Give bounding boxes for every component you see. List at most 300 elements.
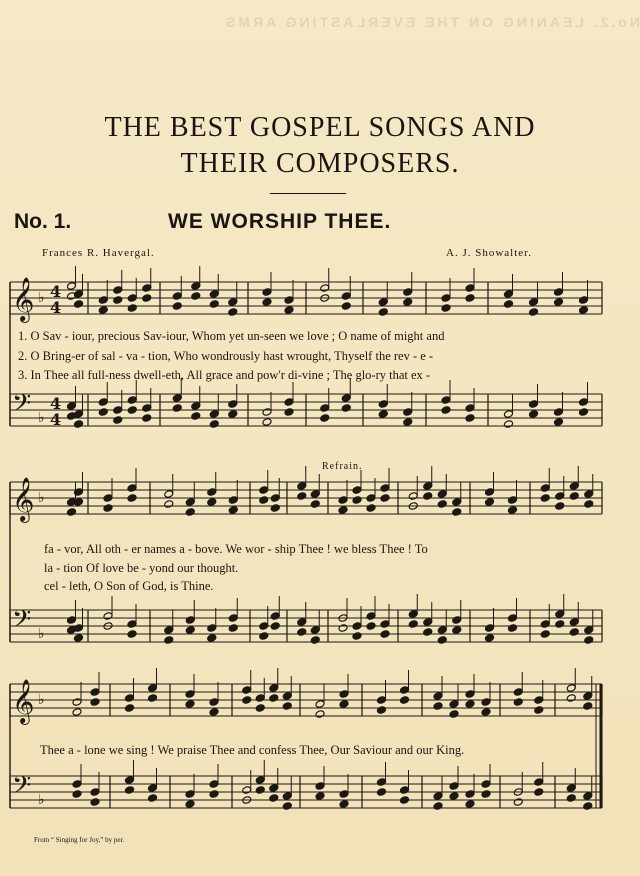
note-head bbox=[569, 628, 579, 637]
note-head bbox=[437, 636, 447, 645]
note-head bbox=[148, 694, 158, 703]
note-head bbox=[485, 488, 495, 497]
note-head bbox=[270, 494, 280, 503]
note-head bbox=[408, 492, 418, 501]
note-head bbox=[400, 786, 410, 795]
note-head bbox=[185, 690, 195, 699]
note-head bbox=[125, 694, 135, 703]
note-head bbox=[172, 292, 182, 301]
note-head bbox=[269, 784, 279, 793]
note-head bbox=[465, 800, 475, 809]
note-head bbox=[315, 700, 325, 709]
note-head bbox=[377, 706, 387, 715]
verse-2-lyrics: 2. O Bring-er of sal - va - tion, Who wondrously hast wrought, Thyself the rev - e - bbox=[18, 349, 434, 363]
note-head bbox=[423, 628, 433, 637]
note-head bbox=[529, 400, 539, 409]
note-head bbox=[465, 414, 475, 423]
note-head bbox=[465, 284, 475, 293]
note-head bbox=[452, 626, 462, 635]
verse-3-lyrics: 3. In Thee all full-ness dwell-eth, All grace and pow'r di-vine ; The glo-ry that ex - bbox=[18, 368, 431, 382]
system-2-lyrics-1: fa - vor, All oth - er names a - bove. We wor - ship Thee ! we bless Thee ! To bbox=[44, 542, 428, 556]
note-head bbox=[242, 696, 252, 705]
note-head bbox=[452, 616, 462, 625]
note-head bbox=[297, 618, 307, 627]
note-head bbox=[72, 698, 82, 707]
note-head bbox=[310, 500, 320, 509]
note-head bbox=[315, 792, 325, 801]
system-2-lyrics-2: la - tion Of love be - yond our thought. bbox=[44, 561, 239, 575]
note-head bbox=[554, 418, 564, 427]
note-head bbox=[339, 700, 349, 709]
note-head bbox=[185, 700, 195, 709]
note-head bbox=[127, 304, 137, 313]
note-head bbox=[403, 288, 413, 297]
note-head bbox=[566, 784, 576, 793]
note-head bbox=[400, 796, 410, 805]
time-signature-bottom: 4 bbox=[50, 298, 62, 317]
note-head bbox=[579, 408, 589, 417]
note-head bbox=[209, 708, 219, 717]
note-head bbox=[534, 706, 544, 715]
note-head bbox=[338, 496, 348, 505]
note-head bbox=[485, 498, 495, 507]
note-head bbox=[262, 288, 272, 297]
treble-clef-icon: 𝄞 bbox=[12, 477, 35, 521]
note-head bbox=[255, 776, 265, 785]
verse-1-lyrics: 1. O Sav - iour, precious Sav-iour, Whom yet un-seen we love ; O name of might and bbox=[18, 329, 445, 343]
note-head bbox=[72, 780, 82, 789]
note-head bbox=[508, 614, 518, 623]
note-head bbox=[366, 494, 376, 503]
flat-icon: ♭ bbox=[38, 410, 45, 426]
note-head bbox=[262, 418, 272, 427]
note-head bbox=[113, 416, 123, 425]
note-head bbox=[534, 778, 544, 787]
note-head bbox=[164, 626, 174, 635]
note-head bbox=[242, 686, 252, 695]
note-head bbox=[259, 496, 269, 505]
note-head bbox=[408, 620, 418, 629]
note-head bbox=[338, 624, 348, 633]
note-head bbox=[583, 802, 593, 811]
note-head bbox=[569, 482, 579, 491]
note-head bbox=[380, 630, 390, 639]
note-head bbox=[262, 408, 272, 417]
note-head bbox=[579, 398, 589, 407]
note-head bbox=[540, 494, 550, 503]
note-head bbox=[508, 496, 518, 505]
note-head bbox=[90, 688, 100, 697]
note-head bbox=[378, 410, 388, 419]
note-head bbox=[452, 508, 462, 517]
note-head bbox=[441, 304, 451, 313]
note-head bbox=[403, 298, 413, 307]
note-head bbox=[127, 294, 137, 303]
note-head bbox=[508, 506, 518, 515]
note-head bbox=[127, 406, 137, 415]
note-head bbox=[142, 294, 152, 303]
note-head bbox=[259, 486, 269, 495]
note-head bbox=[555, 502, 565, 511]
note-head bbox=[67, 402, 77, 411]
note-head bbox=[377, 788, 387, 797]
note-head bbox=[282, 702, 292, 711]
note-head bbox=[209, 410, 219, 419]
note-head bbox=[191, 292, 201, 301]
refrain-label: Refrain. bbox=[322, 461, 363, 472]
note-head bbox=[529, 308, 539, 317]
note-head bbox=[113, 286, 123, 295]
page-title-line-2: THEIR COMPOSERS. bbox=[180, 148, 460, 179]
note-head bbox=[437, 626, 447, 635]
note-head bbox=[481, 790, 491, 799]
note-head bbox=[513, 698, 523, 707]
note-head bbox=[103, 504, 113, 513]
note-head bbox=[282, 792, 292, 801]
note-head bbox=[554, 288, 564, 297]
note-head bbox=[148, 784, 158, 793]
note-head bbox=[513, 688, 523, 697]
composer-credit: A. J. Showalter. bbox=[446, 247, 532, 259]
note-head bbox=[270, 622, 280, 631]
note-head bbox=[540, 484, 550, 493]
note-head bbox=[142, 404, 152, 413]
note-head bbox=[191, 402, 201, 411]
note-head bbox=[465, 404, 475, 413]
note-head bbox=[164, 636, 174, 645]
note-head bbox=[441, 294, 451, 303]
note-head bbox=[172, 404, 182, 413]
note-head bbox=[481, 698, 491, 707]
note-head bbox=[566, 694, 576, 703]
note-head bbox=[172, 302, 182, 311]
note-head bbox=[228, 400, 238, 409]
note-head bbox=[534, 696, 544, 705]
note-head bbox=[555, 492, 565, 501]
time-signature-top: 4 bbox=[50, 282, 62, 301]
note-head bbox=[338, 506, 348, 515]
note-head bbox=[142, 284, 152, 293]
note-head bbox=[433, 802, 443, 811]
note-head bbox=[465, 294, 475, 303]
note-head bbox=[465, 700, 475, 709]
note-head bbox=[310, 636, 320, 645]
note-head bbox=[452, 498, 462, 507]
note-head bbox=[504, 410, 514, 419]
note-head bbox=[400, 696, 410, 705]
note-head bbox=[98, 296, 108, 305]
note-head bbox=[191, 282, 201, 291]
note-head bbox=[228, 496, 238, 505]
note-head bbox=[269, 694, 279, 703]
note-head bbox=[72, 708, 82, 717]
bass-clef-icon: 𝄢 bbox=[12, 771, 32, 806]
note-head bbox=[127, 620, 137, 629]
note-head bbox=[554, 298, 564, 307]
note-head bbox=[228, 308, 238, 317]
note-head bbox=[449, 792, 459, 801]
note-head bbox=[449, 700, 459, 709]
note-head bbox=[259, 632, 269, 641]
flat-icon: ♭ bbox=[38, 490, 45, 506]
note-head bbox=[297, 492, 307, 501]
note-head bbox=[98, 398, 108, 407]
bass-clef-icon: 𝄢 bbox=[12, 605, 32, 640]
note-head bbox=[127, 630, 137, 639]
note-head bbox=[504, 290, 514, 299]
note-head bbox=[125, 704, 135, 713]
bass-clef-icon: 𝄢 bbox=[12, 389, 32, 424]
note-head bbox=[207, 498, 217, 507]
note-head bbox=[423, 618, 433, 627]
note-head bbox=[209, 300, 219, 309]
note-head bbox=[284, 306, 294, 315]
note-head bbox=[377, 696, 387, 705]
note-head bbox=[352, 632, 362, 641]
note-head bbox=[378, 308, 388, 317]
note-head bbox=[185, 616, 195, 625]
time-signature-top: 4 bbox=[50, 394, 62, 413]
treble-clef-icon: 𝄞 bbox=[12, 277, 35, 321]
note-head bbox=[504, 420, 514, 429]
note-head bbox=[209, 780, 219, 789]
flat-icon: ♭ bbox=[38, 290, 45, 306]
note-head bbox=[127, 396, 137, 405]
note-head bbox=[90, 698, 100, 707]
note-head bbox=[380, 484, 390, 493]
note-head bbox=[380, 620, 390, 629]
note-head bbox=[320, 284, 330, 293]
note-head bbox=[485, 634, 495, 643]
note-head bbox=[465, 690, 475, 699]
note-head bbox=[103, 612, 113, 621]
note-head bbox=[282, 692, 292, 701]
page-title-line-1: THE BEST GOSPEL SONGS AND bbox=[104, 112, 536, 143]
note-head bbox=[113, 406, 123, 415]
note-head bbox=[67, 282, 77, 291]
note-head bbox=[185, 790, 195, 799]
system-3-lyrics: Thee a - lone we sing ! We praise Thee and confess Thee, Our Saviour and our King. bbox=[40, 743, 465, 757]
note-head bbox=[339, 790, 349, 799]
source-footnote: From “ Singing for Joy,” by per. bbox=[34, 836, 125, 844]
note-head bbox=[148, 684, 158, 693]
note-head bbox=[191, 412, 201, 421]
note-head bbox=[74, 300, 84, 309]
note-head bbox=[513, 798, 523, 807]
lyricist-credit: Frances R. Havergal. bbox=[42, 247, 155, 259]
flat-icon: ♭ bbox=[38, 792, 45, 808]
note-head bbox=[185, 626, 195, 635]
note-head bbox=[270, 612, 280, 621]
note-head bbox=[255, 704, 265, 713]
note-head bbox=[583, 702, 593, 711]
note-head bbox=[269, 794, 279, 803]
note-head bbox=[228, 298, 238, 307]
note-head bbox=[315, 710, 325, 719]
note-head bbox=[433, 702, 443, 711]
note-head bbox=[164, 500, 174, 509]
note-head bbox=[67, 508, 77, 517]
note-head bbox=[74, 410, 84, 419]
note-head bbox=[341, 292, 351, 301]
note-head bbox=[148, 794, 158, 803]
note-head bbox=[113, 296, 123, 305]
note-head bbox=[262, 298, 272, 307]
note-head bbox=[540, 630, 550, 639]
note-head bbox=[352, 496, 362, 505]
note-head bbox=[74, 290, 84, 299]
note-head bbox=[569, 618, 579, 627]
note-head bbox=[408, 610, 418, 619]
note-head bbox=[400, 686, 410, 695]
time-signature-bottom: 4 bbox=[50, 410, 62, 429]
note-head bbox=[380, 494, 390, 503]
note-head bbox=[207, 624, 217, 633]
note-head bbox=[584, 500, 594, 509]
note-head bbox=[569, 492, 579, 501]
note-head bbox=[566, 794, 576, 803]
note-head bbox=[352, 622, 362, 631]
note-head bbox=[423, 492, 433, 501]
note-head bbox=[320, 404, 330, 413]
note-head bbox=[209, 420, 219, 429]
note-head bbox=[529, 298, 539, 307]
note-head bbox=[127, 494, 137, 503]
note-head bbox=[366, 622, 376, 631]
note-head bbox=[297, 628, 307, 637]
note-head bbox=[185, 498, 195, 507]
note-head bbox=[125, 776, 135, 785]
note-head bbox=[90, 798, 100, 807]
note-head bbox=[583, 692, 593, 701]
note-head bbox=[508, 624, 518, 633]
note-head bbox=[366, 504, 376, 513]
note-head bbox=[378, 400, 388, 409]
note-head bbox=[339, 800, 349, 809]
note-head bbox=[282, 802, 292, 811]
note-head bbox=[341, 404, 351, 413]
treble-clef-icon: 𝄞 bbox=[12, 679, 35, 723]
note-head bbox=[269, 684, 279, 693]
note-head bbox=[403, 418, 413, 427]
note-head bbox=[185, 800, 195, 809]
note-head bbox=[185, 508, 195, 517]
note-head bbox=[366, 612, 376, 621]
note-head bbox=[284, 296, 294, 305]
note-head bbox=[555, 620, 565, 629]
note-head bbox=[377, 778, 387, 787]
note-head bbox=[284, 398, 294, 407]
note-head bbox=[579, 296, 589, 305]
note-head bbox=[310, 490, 320, 499]
note-head bbox=[341, 302, 351, 311]
note-head bbox=[242, 786, 252, 795]
note-head bbox=[441, 406, 451, 415]
note-head bbox=[555, 610, 565, 619]
note-head bbox=[449, 782, 459, 791]
note-head bbox=[90, 788, 100, 797]
note-head bbox=[209, 698, 219, 707]
note-head bbox=[481, 780, 491, 789]
note-head bbox=[125, 786, 135, 795]
note-head bbox=[127, 484, 137, 493]
note-head bbox=[228, 624, 238, 633]
note-head bbox=[554, 408, 564, 417]
hymn-title: WE WORSHIP THEE. bbox=[168, 210, 392, 233]
note-head bbox=[584, 636, 594, 645]
note-head bbox=[103, 494, 113, 503]
note-head bbox=[209, 290, 219, 299]
note-head bbox=[315, 782, 325, 791]
flat-icon: ♭ bbox=[38, 626, 45, 642]
note-head bbox=[228, 614, 238, 623]
note-head bbox=[583, 792, 593, 801]
note-head bbox=[579, 306, 589, 315]
hymn-number: No. 1. bbox=[14, 210, 72, 233]
note-head bbox=[255, 694, 265, 703]
note-head bbox=[465, 790, 475, 799]
note-head bbox=[72, 790, 82, 799]
note-head bbox=[584, 490, 594, 499]
note-head bbox=[441, 396, 451, 405]
note-head bbox=[423, 482, 433, 491]
note-head bbox=[74, 624, 84, 633]
note-head bbox=[437, 500, 447, 509]
note-head bbox=[449, 710, 459, 719]
note-head bbox=[164, 490, 174, 499]
note-head bbox=[566, 684, 576, 693]
note-head bbox=[433, 792, 443, 801]
note-head bbox=[270, 504, 280, 513]
note-head bbox=[259, 622, 269, 631]
note-head bbox=[67, 616, 77, 625]
note-head bbox=[433, 692, 443, 701]
note-head bbox=[320, 414, 330, 423]
note-head bbox=[172, 394, 182, 403]
note-head bbox=[584, 626, 594, 635]
bleed-through-text: No.2. LEANING ON THE EVERLASTING ARMS bbox=[223, 14, 640, 30]
note-head bbox=[297, 482, 307, 491]
note-head bbox=[485, 624, 495, 633]
note-head bbox=[228, 410, 238, 419]
note-head bbox=[255, 786, 265, 795]
note-head bbox=[529, 410, 539, 419]
note-head bbox=[209, 790, 219, 799]
note-head bbox=[207, 634, 217, 643]
note-head bbox=[284, 408, 294, 417]
note-head bbox=[310, 626, 320, 635]
note-head bbox=[74, 634, 84, 643]
note-head bbox=[98, 408, 108, 417]
note-head bbox=[207, 488, 217, 497]
note-head bbox=[74, 420, 84, 429]
note-head bbox=[403, 408, 413, 417]
note-head bbox=[352, 486, 362, 495]
note-head bbox=[481, 708, 491, 717]
note-head bbox=[228, 506, 238, 515]
note-head bbox=[339, 690, 349, 699]
note-head bbox=[98, 306, 108, 315]
system-2-lyrics-3: cel - leth, O Son of God, is Thine. bbox=[44, 579, 214, 593]
note-head bbox=[504, 300, 514, 309]
note-head bbox=[341, 394, 351, 403]
flat-icon: ♭ bbox=[38, 692, 45, 708]
note-head bbox=[540, 620, 550, 629]
note-head bbox=[534, 788, 544, 797]
note-head bbox=[437, 490, 447, 499]
note-head bbox=[142, 414, 152, 423]
note-head bbox=[378, 298, 388, 307]
